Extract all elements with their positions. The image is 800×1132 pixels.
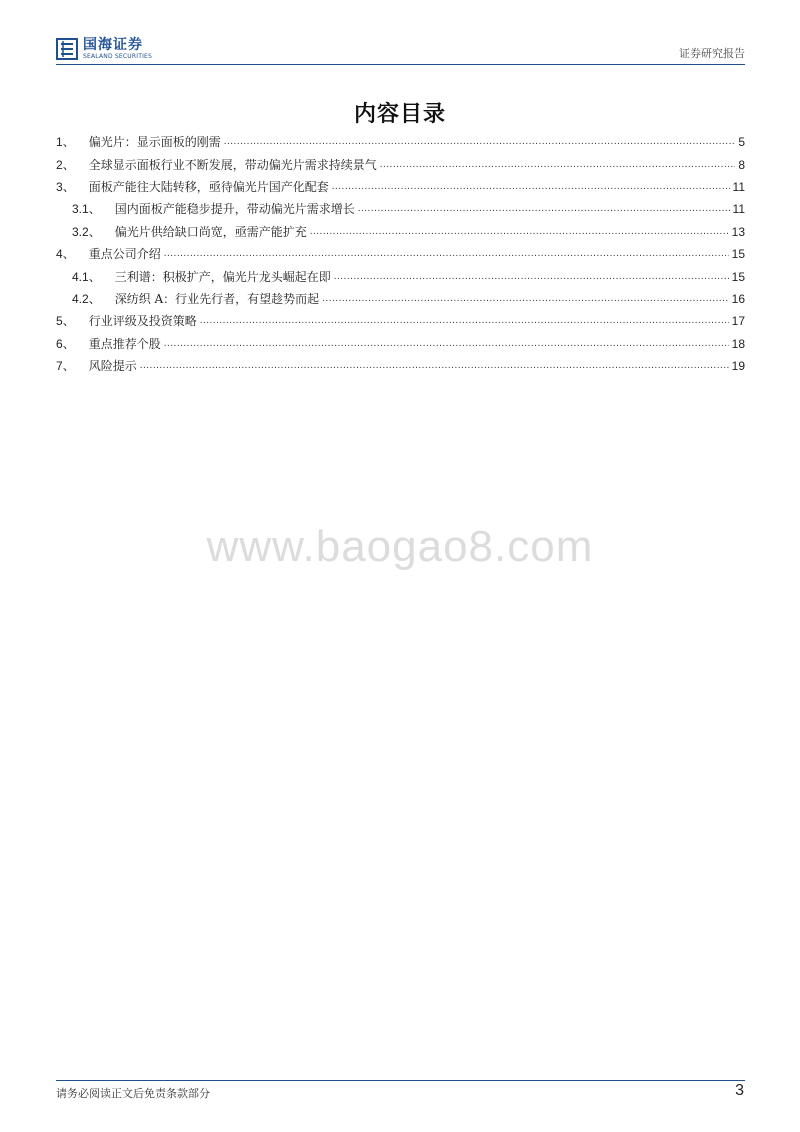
toc-entry-page: 18 [731, 336, 745, 351]
toc-entry-separator: 、 [88, 291, 101, 306]
toc-entry-page: 15 [731, 269, 745, 284]
toc-entry-number: 2 [56, 157, 63, 172]
toc-entry-label: 深纺织 A：行业先行者，有望趁势而起 [114, 291, 320, 306]
toc-entry-separator: 、 [62, 336, 75, 351]
toc-entry[interactable] [56, 310, 745, 332]
toc-leader-dots [332, 180, 730, 194]
toc-entry[interactable] [56, 243, 745, 265]
toc-leader-dots [140, 359, 729, 373]
toc-leader-dots [322, 292, 728, 306]
toc-leader-dots [380, 158, 736, 172]
toc-entry[interactable] [56, 176, 745, 198]
toc-entry-number: 1 [56, 135, 63, 150]
toc-entry-separator: 、 [62, 359, 75, 374]
toc-entry-number: 3 [56, 179, 63, 194]
toc-entry-label: 面板产能往大陆转移，亟待偏光片国产化配套 [88, 179, 329, 194]
toc-entry[interactable] [56, 153, 745, 175]
toc-entry-number: 4.2 [72, 291, 89, 306]
toc-entry-separator: 、 [62, 179, 75, 194]
toc-entry-label: 三利谱：积极扩产，偏光片龙头崛起在即 [114, 269, 331, 284]
toc-entry-page: 13 [731, 224, 745, 239]
toc-entry-page: 19 [731, 359, 745, 374]
toc-entry-separator: 、 [88, 269, 101, 284]
logo-english-name: SEALAND SECURITIES [83, 52, 153, 60]
toc-entry-label: 全球显示面板行业不断发展，带动偏光片需求持续景气 [88, 157, 377, 172]
toc-entry-page: 17 [731, 314, 745, 329]
header-divider [56, 64, 745, 65]
toc-entry-page: 15 [731, 247, 745, 262]
toc-entry[interactable] [56, 355, 745, 377]
report-type-label: 证券研究报告 [679, 47, 745, 60]
toc-entry[interactable] [56, 131, 745, 153]
company-logo [56, 34, 152, 64]
toc-entry-number: 7 [56, 359, 63, 374]
toc-entry-separator: 、 [62, 247, 75, 262]
page-number: 3 [735, 1082, 744, 1099]
toc-entry-separator: 、 [88, 202, 101, 217]
toc-entry-separator: 、 [62, 157, 75, 172]
toc-leader-dots [164, 337, 729, 351]
page-header [56, 34, 745, 64]
toc-entry-page: 5 [738, 135, 745, 150]
logo-chinese-name: 国海证券 [83, 36, 143, 53]
toc-entry-number: 4.1 [72, 269, 89, 284]
toc-entry-label: 重点推荐个股 [88, 336, 161, 351]
toc-entry-separator: 、 [62, 135, 75, 150]
toc-entry-page: 16 [731, 291, 745, 306]
toc-entry-number: 4 [56, 247, 63, 262]
footer-disclaimer: 请务必阅读正文后免责条款部分 [56, 1087, 210, 1100]
toc-subentry[interactable] [56, 265, 745, 287]
sealand-logo-icon [56, 38, 78, 60]
toc-entry-label: 风险提示 [88, 359, 137, 374]
toc-entry-label: 国内面板产能稳步提升，带动偏光片需求增长 [114, 202, 355, 217]
toc-entry-separator: 、 [88, 224, 101, 239]
toc-leader-dots [358, 202, 730, 216]
watermark: www.baogao8.com [206, 522, 594, 571]
toc-leader-dots [164, 247, 729, 261]
toc-entry-label: 重点公司介绍 [88, 247, 161, 262]
footer-divider [56, 1080, 745, 1081]
toc-leader-dots [310, 225, 729, 239]
toc-entry-separator: 、 [62, 314, 75, 329]
toc-subentry[interactable] [56, 198, 745, 220]
toc-entry-page: 11 [732, 179, 745, 194]
toc-subentry[interactable] [56, 288, 745, 310]
toc-leader-dots [224, 135, 736, 149]
toc-title: 内容目录 [353, 102, 446, 127]
toc-subentry[interactable] [56, 221, 745, 243]
table-of-contents [56, 131, 745, 377]
toc-entry-label: 行业评级及投资策略 [88, 314, 197, 329]
toc-entry-label: 偏光片供给缺口尚宽，亟需产能扩充 [114, 224, 307, 239]
toc-entry-label: 偏光片：显示面板的刚需 [88, 135, 221, 150]
toc-leader-dots [200, 314, 729, 328]
toc-entry-number: 3.2 [72, 224, 89, 239]
toc-entry-number: 5 [56, 314, 63, 329]
toc-entry-number: 6 [56, 336, 63, 351]
toc-entry-page: 8 [738, 157, 745, 172]
toc-entry[interactable] [56, 333, 745, 355]
toc-leader-dots [334, 270, 729, 284]
toc-entry-page: 11 [732, 202, 745, 217]
toc-entry-number: 3.1 [72, 202, 89, 217]
